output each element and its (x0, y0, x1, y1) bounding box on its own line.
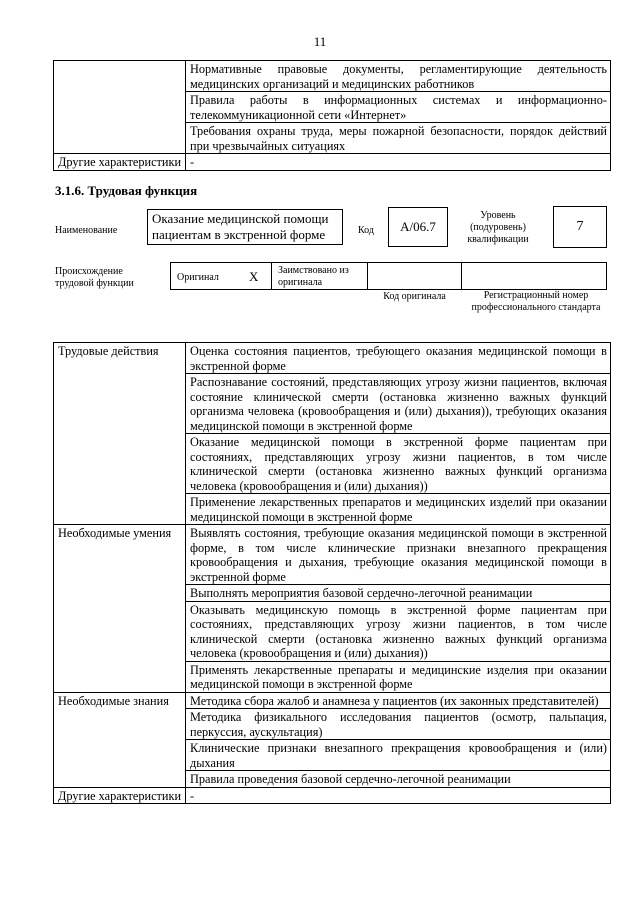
code-box: А/06.7 (388, 207, 448, 247)
table-row (54, 61, 611, 92)
section-title: 3.1.6. Трудовая функция (55, 183, 198, 198)
table-cell: - (186, 154, 611, 171)
table-cell: Требования охраны труда, меры пожарной безопасности, порядок действий при чрезвычайных ситуациях (186, 123, 611, 154)
level-box: 7 (553, 206, 607, 248)
table-cell: Выполнять мероприятия базовой сердечно-легочной реанимации (186, 585, 611, 602)
table-cell: Правила проведения базовой сердечно-легочной реанимации (186, 771, 611, 788)
table-cell: Методика сбора жалоб и анамнеза у пациентов (их законных представителей) (186, 692, 611, 709)
table-cell: Правила работы в информационных системах и информационно-телекоммуникационной сети «Интернет» (186, 92, 611, 123)
function-name-box: Оказание медицинской помощи пациентам в экстренной форме (147, 209, 343, 245)
table-cell: Оценка состояния пациентов, требующего оказания медицинской помощи в экстренной форме (186, 343, 611, 374)
reg-number-cell (461, 262, 607, 290)
table-row (54, 154, 611, 171)
table-cell: Оказывать медицинскую помощь в экстренной форме пациентам при состояниях, представляющих угрозу жизни пациентов, в том числе клинической смерти (остановка жизненно важных функций организма человека (кровообращения и (или) дыхания)) (186, 601, 611, 661)
borrowed-cell (271, 262, 368, 290)
top-table (53, 60, 611, 171)
table-row (54, 692, 611, 709)
table-cell: Выявлять состояния, требующие оказания медицинской помощи в экстренной форме, в том числе клинические признаки внезапного прекращения кровообращения и дыхания, требующие оказания медицинской помощи в экстренной форме (186, 525, 611, 585)
level-label: Уровень (подуровень) квалификации (467, 210, 529, 245)
name-label: Наименование (55, 225, 118, 236)
table-cell: Нормативные правовые документы, регламентирующие деятельность медицинских организаций и медицинских работников (186, 61, 611, 92)
reg-number-caption: Регистрационный номер профессионального стандарта (471, 290, 601, 313)
table-cell: Применять лекарственные препараты и медицинские изделия при оказании медицинской помощи в экстренной форме (186, 661, 611, 692)
table-cell: Применение лекарственных препаратов и медицинских изделий при оказании медицинской помощи в экстренной форме (186, 494, 611, 525)
table-cell: Оказание медицинской помощи в экстренной форме пациентам при состояниях, представляющих угрозу жизни пациентов, в том числе клинической смерти (остановка жизненно важных функций организма человека (кровообращения и (или) дыхания)) (186, 434, 611, 494)
original-label: Оригинал (177, 272, 219, 283)
table-cell: Распознавание состояний, представляющих угрозу жизни пациентов, включая состояние клинической смерти (остановка жизненно важных функций организма человека (кровообращения и (или) дыхания)), требующих оказания медицинской помощи в экстренной форме (186, 374, 611, 434)
table-row (54, 343, 611, 374)
table-cell: - (186, 787, 611, 804)
page-number: 11 (313, 34, 327, 49)
main-table (53, 342, 611, 804)
origin-label: Происхождение трудовой функции (55, 266, 134, 289)
table-cell-label (54, 61, 186, 154)
code-label: Код (358, 225, 374, 236)
table-cell-label: Другие характеристики (54, 154, 186, 171)
code-original-cell (367, 262, 462, 290)
table-cell-label: Другие характеристики (54, 787, 186, 804)
table-cell-label: Необходимые умения (54, 525, 186, 693)
table-cell: Клинические признаки внезапного прекращения кровообращения и (или) дыхания (186, 740, 611, 771)
original-mark: X (249, 269, 259, 284)
table-cell: Методика физикального исследования пациентов (осмотр, пальпация, перкуссия, аускультация) (186, 709, 611, 740)
borrowed-label: Заимствовано из оригинала (278, 265, 349, 288)
code-original-caption: Код оригинала (383, 291, 446, 302)
table-cell-label: Необходимые знания (54, 692, 186, 787)
original-cell (170, 262, 272, 290)
table-row (54, 787, 611, 804)
table-cell-label: Трудовые действия (54, 343, 186, 525)
table-row (54, 525, 611, 585)
